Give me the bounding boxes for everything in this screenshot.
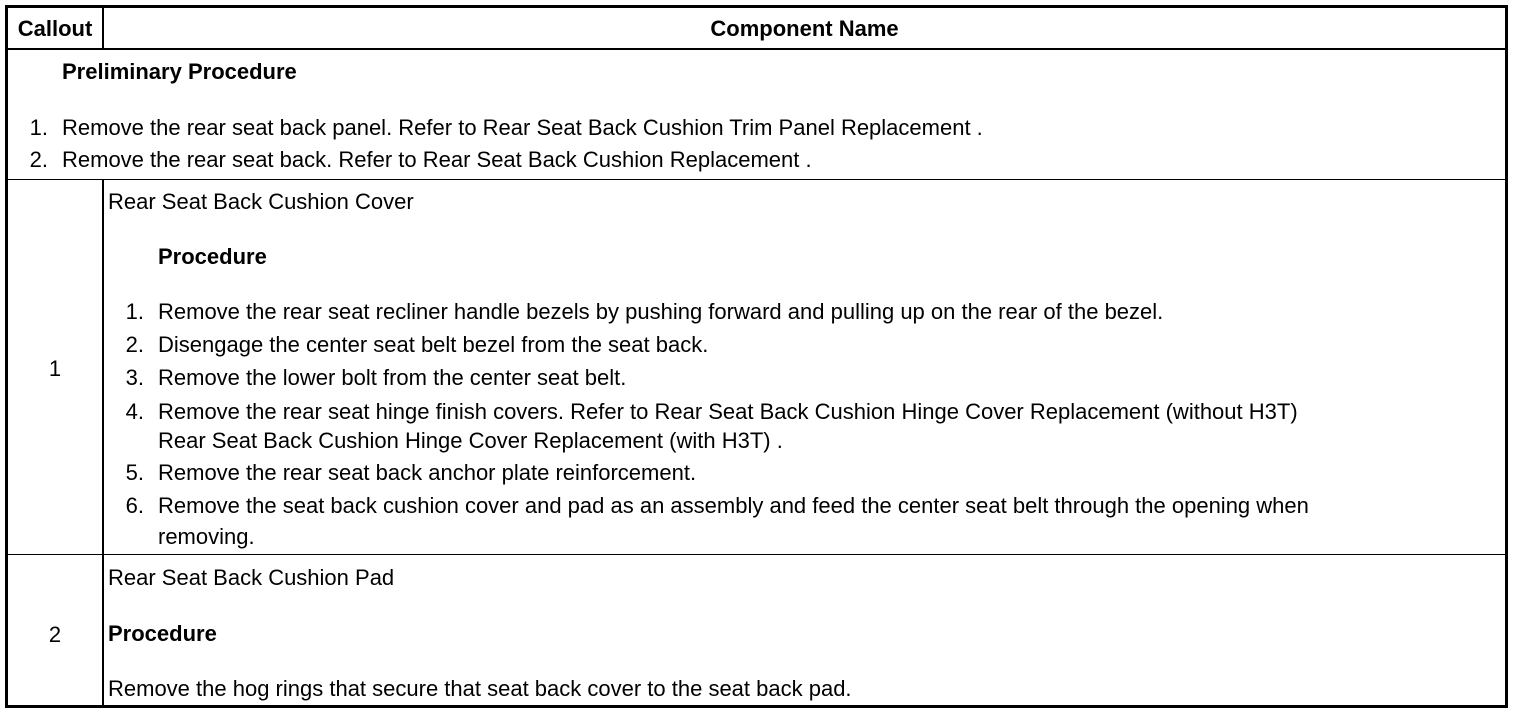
row1-step-text: Remove the lower bolt from the center seat belt. bbox=[158, 365, 627, 390]
row1-step-text-continued: Rear Seat Back Cushion Hinge Cover Replacement (with H3T) . bbox=[158, 428, 783, 453]
row1-step-number: 3. bbox=[125, 365, 144, 390]
row1-step-text: Remove the seat back cushion cover and pad as an assembly and feed the center seat belt through the opening when bbox=[158, 493, 1309, 518]
header-component-name: Component Name bbox=[710, 16, 899, 41]
row2-callout: 2 bbox=[48, 622, 62, 647]
row1-step-text: Remove the rear seat hinge finish covers. Refer to Rear Seat Back Cushion Hinge Cover Replacement (without H3T) bbox=[158, 399, 1298, 424]
header-divider bbox=[8, 48, 1505, 50]
row1-component-name: Rear Seat Back Cushion Cover bbox=[108, 189, 414, 214]
row1-callout: 1 bbox=[48, 356, 62, 381]
preliminary-title: Preliminary Procedure bbox=[62, 59, 297, 84]
preliminary-step-number: 2. bbox=[29, 147, 48, 172]
row-column-divider bbox=[102, 179, 104, 708]
row1-step-number: 5. bbox=[125, 460, 144, 485]
row1-step-text-continued: removing. bbox=[158, 524, 255, 549]
row2-procedure-title: Procedure bbox=[108, 621, 217, 646]
row1-procedure-title: Procedure bbox=[158, 244, 267, 269]
row1-step-number: 2. bbox=[125, 332, 144, 357]
preliminary-step-text: Remove the rear seat back. Refer to Rear Seat Back Cushion Replacement . bbox=[62, 147, 812, 172]
row2-instruction: Remove the hog rings that secure that seat back cover to the seat back pad. bbox=[108, 676, 852, 701]
header-callout: Callout bbox=[17, 16, 93, 41]
row1-step-number: 6. bbox=[125, 493, 144, 518]
preliminary-step-number: 1. bbox=[29, 115, 48, 140]
row1-step-number: 1. bbox=[125, 299, 144, 324]
row1-step-number: 4. bbox=[125, 399, 144, 424]
row2-component-name: Rear Seat Back Cushion Pad bbox=[108, 565, 395, 590]
row1-step-text: Remove the rear seat back anchor plate reinforcement. bbox=[158, 460, 697, 485]
row1-step-text: Remove the rear seat recliner handle bezels by pushing forward and pulling up on the rear of the bezel. bbox=[158, 299, 1164, 324]
row1-divider bbox=[8, 554, 1505, 555]
component-table bbox=[5, 5, 1508, 708]
preliminary-divider bbox=[8, 179, 1505, 180]
preliminary-step-text: Remove the rear seat back panel. Refer to Rear Seat Back Cushion Trim Panel Replacement . bbox=[62, 115, 983, 140]
row1-step-text: Disengage the center seat belt bezel from the seat back. bbox=[158, 332, 709, 357]
